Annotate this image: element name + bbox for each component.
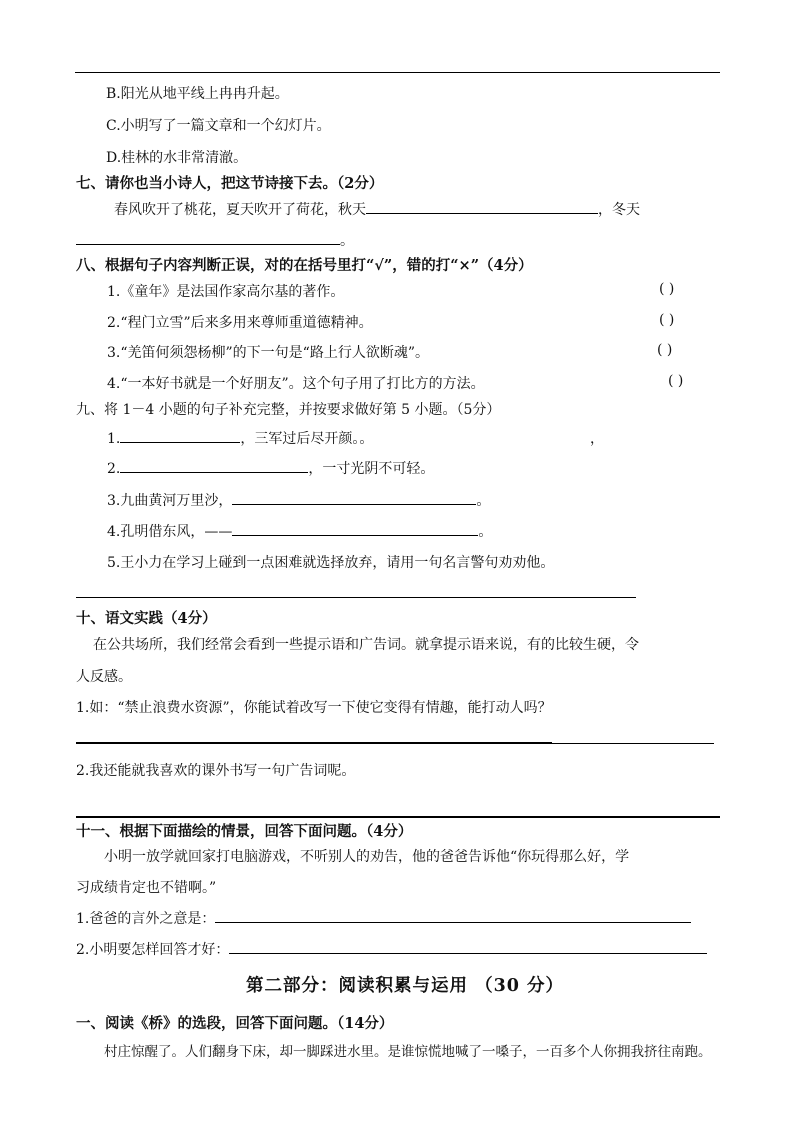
q11-paragraph-2: 习成绩肯定也不错啊。” — [76, 880, 217, 896]
q9-item-1 — [107, 428, 373, 448]
q9-item-4 — [107, 521, 492, 541]
q7-title: 七、请你也当小诗人，把这节诗接下去。（2分） — [76, 175, 384, 192]
q11-sub-1-label: 1.爸爸的言外之意是： — [76, 911, 216, 927]
q9-item-3 — [107, 490, 490, 510]
q10-sub-1: 1.如：“禁止浪费水资源”，你能试着改写一下使它变得有情趣，能打动人吗？ — [76, 700, 552, 716]
q10-answer-line-1b[interactable] — [552, 743, 714, 744]
q9-item-3-period: 。 — [476, 493, 491, 509]
q9-item-1-comma: ， — [590, 431, 604, 447]
part-two-title: 第二部分：阅读积累与运用 （30 分） — [246, 976, 565, 996]
q9-blank-2[interactable] — [120, 458, 308, 473]
q8-answer-2[interactable]: ( ) — [659, 312, 675, 328]
q10-paragraph-2: 人反感。 — [76, 669, 132, 685]
q7-blank-autumn[interactable] — [366, 199, 598, 214]
q8-answer-4[interactable]: ( ) — [668, 373, 684, 389]
q11-title: 十一、根据下面描绘的情景，回答下面问题。（4分） — [76, 823, 413, 840]
q9-blank-1[interactable] — [120, 428, 240, 443]
q11-blank-1[interactable] — [215, 908, 691, 923]
q11-sub-1 — [76, 908, 691, 928]
q11-blank-2[interactable] — [229, 939, 707, 954]
q9-item-1-text: ，三军过后尽开颜。。 — [240, 431, 374, 447]
reading-passage-line-1: 村庄惊醒了。人们翻身下床，却一脚踩进水里。是谁惊慌地喊了一嗓子，一百多个人你拥我挤往南跑。 — [104, 1044, 712, 1060]
q9-blank-3[interactable] — [232, 490, 476, 505]
q8-item-3: 3.“羌笛何须怨杨柳”的下一句是“路上行人欲断魂”。 — [107, 345, 429, 361]
q10-answer-line-2[interactable] — [76, 816, 720, 818]
q10-sub-2: 2.我还能就我喜欢的课外书写一句广告词呢。 — [76, 763, 356, 779]
q7-line-end: 。 — [340, 233, 354, 249]
option-c: C.小明写了一篇文章和一个幻灯片。 — [106, 118, 331, 134]
q8-answer-3[interactable]: ( ) — [657, 342, 673, 358]
q7-blank-winter[interactable] — [76, 230, 340, 245]
q9-item-1-number: 1. — [107, 431, 121, 447]
q9-item-2-text: ，一寸光阴不可轻。 — [308, 461, 435, 477]
q9-title: 九、将 1－4 小题的句子补充完整，并按要求做好第 5 小题。（5分） — [76, 402, 501, 418]
option-b: B.阳光从地平线上冉冉升起。 — [106, 86, 289, 102]
q11-sub-2 — [76, 939, 707, 959]
q11-sub-2-label: 2.小明要怎样回答才好： — [76, 942, 230, 958]
q8-title: 八、根据句子内容判断正误，对的在括号里打“√”，错的打“×”（4分） — [76, 257, 533, 274]
q9-item-2-number: 2. — [107, 461, 121, 477]
top-rule — [75, 72, 720, 73]
q11-paragraph-1: 小明一放学就回家打电脑游戏，不听别人的劝告，他的爸爸告诉他“你玩得那么好，学 — [104, 849, 630, 865]
q7-line-2 — [76, 230, 354, 250]
q9-blank-4[interactable] — [232, 521, 478, 536]
q9-item-5: 5.王小力在学习上碰到一点困难就选择放弃，请用一句名言警句劝劝他。 — [107, 555, 555, 571]
q8-answer-1[interactable]: ( ) — [659, 281, 675, 297]
q7-line-mid: ，冬天 — [598, 202, 640, 218]
q9-item-4-text: 4.孔明借东风，—— — [107, 524, 233, 540]
q10-title: 十、语文实践（4分） — [76, 610, 217, 627]
q8-item-1: 1.《童年》是法国作家高尔基的著作。 — [107, 284, 345, 300]
q10-answer-line-1a[interactable] — [76, 742, 552, 744]
q7-line — [114, 199, 640, 219]
q8-item-4: 4.“一本好书就是一个好朋友”。这个句子用了打比方的方法。 — [107, 376, 485, 392]
q9-answer-line[interactable] — [76, 597, 636, 598]
option-d: D.桂林的水非常清澈。 — [106, 150, 248, 166]
q9-item-2 — [107, 458, 434, 478]
q9-item-3-text: 3.九曲黄河万里沙， — [107, 493, 233, 509]
q9-item-4-period: 。 — [478, 524, 493, 540]
q7-line-start: 春风吹开了桃花，夏天吹开了荷花，秋天 — [114, 202, 366, 218]
reading-title: 一、阅读《桥》的选段，回答下面问题。（14分） — [76, 1015, 394, 1032]
q10-paragraph-1: 在公共场所，我们经常会看到一些提示语和广告词。就拿提示语来说，有的比较生硬，令 — [93, 637, 639, 653]
q8-item-2: 2.“程门立雪”后来多用来尊师重道德精神。 — [107, 315, 373, 331]
